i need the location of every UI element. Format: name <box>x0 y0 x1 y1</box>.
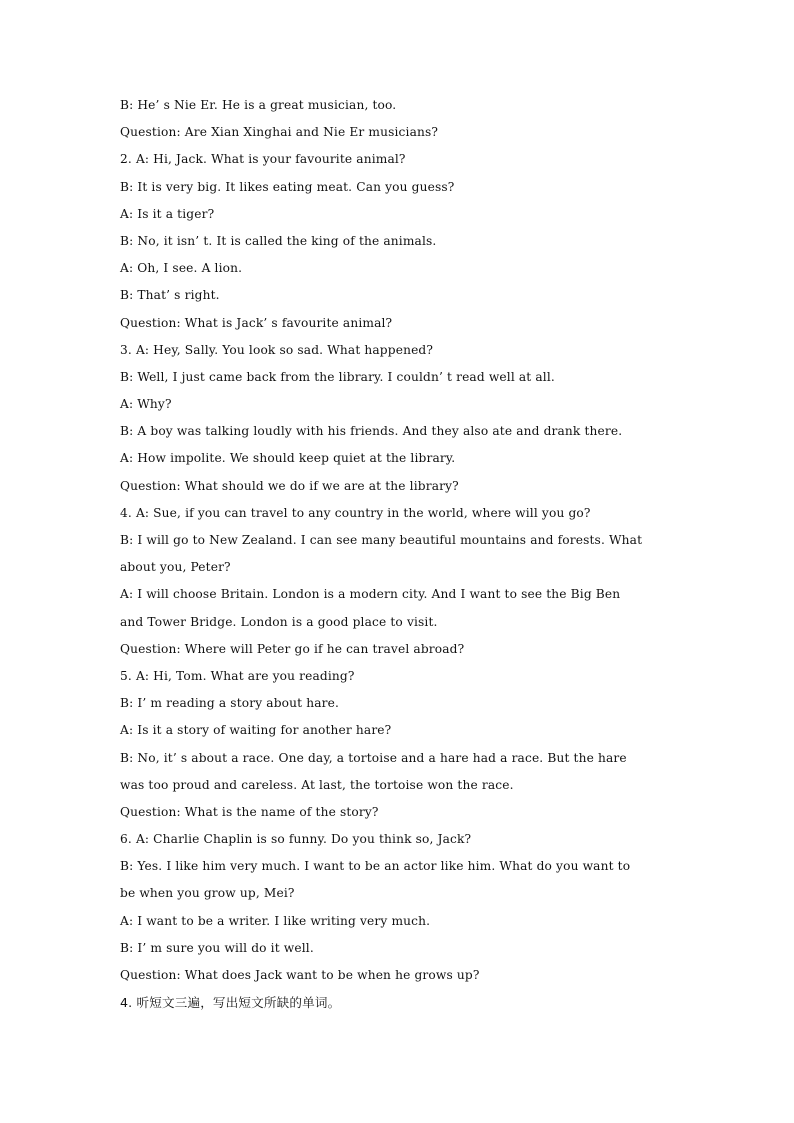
text-line: 3. A: Hey, Sally. You look so sad. What happened? <box>120 342 434 357</box>
text-line: A: How impolite. We should keep quiet at the library. <box>120 451 456 466</box>
text-line: B: No, it isn’ t. It is called the king of the animals. <box>120 233 437 248</box>
question-line: Question: Where will Peter go if he can travel abroad? <box>120 641 465 656</box>
text-line: 2. A: Hi, Jack. What is your favourite animal? <box>120 152 406 167</box>
text-line: 4. A: Sue, if you can travel to any country in the world, where will you go? <box>120 505 591 520</box>
question-line: Question: What does Jack want to be when he grows up? <box>120 968 480 982</box>
question-line: Question: What should we do if we are at the library? <box>120 478 459 493</box>
text-line: B: Yes. I like him very much. I want to be an actor like him. What do you want to <box>120 859 631 874</box>
question-line: Question: Are Xian Xinghai and Nie Er musicians? <box>120 125 439 140</box>
text-line: A: Why? <box>120 397 172 412</box>
text-line: 6. A: Charlie Chaplin is so funny. Do you think so, Jack? <box>120 832 472 847</box>
text-line: B: No, it’ s about a race. One day, a tortoise and a hare had a race. But the hare <box>120 750 627 765</box>
text-line: B: Well, I just came back from the library. I couldn’ t read well at all. <box>120 369 555 384</box>
document-page <box>120 92 686 1016</box>
text-line: A: Is it a tiger? <box>120 206 215 221</box>
question-line: Question: What is the name of the story? <box>120 804 379 819</box>
text-line: B: He’ s Nie Er. He is a great musician, too. <box>120 98 397 112</box>
text-line: B: I will go to New Zealand. I can see many beautiful mountains and forests. What <box>120 533 643 547</box>
text-line: B: I’ m reading a story about hare. <box>120 696 339 711</box>
text-line: B: It is very big. It likes eating meat. Can you guess? <box>120 179 455 194</box>
text-line: about you, Peter? <box>120 560 231 575</box>
text-line: A: Is it a story of waiting for another hare? <box>120 723 392 738</box>
text-line: be when you grow up, Mei? <box>120 886 295 901</box>
text-line: B: A boy was talking loudly with his friends. And they also ate and drank there. <box>120 424 623 439</box>
text-line: B: I’ m sure you will do it well. <box>120 940 314 955</box>
text-line: B: That’ s right. <box>120 288 220 303</box>
text-line: A: Oh, I see. A lion. <box>120 261 243 276</box>
text-line: A: I will choose Britain. London is a modern city. And I want to see the Big Ben <box>120 587 621 602</box>
question-line: Question: What is Jack’ s favourite animal? <box>120 315 393 330</box>
text-line: A: I want to be a writer. I like writing very much. <box>120 913 431 928</box>
text-line: 5. A: Hi, Tom. What are you reading? <box>120 668 355 683</box>
text-line: was too proud and careless. At last, the tortoise won the race. <box>120 777 514 792</box>
text-line: and Tower Bridge. London is a good place to visit. <box>120 614 438 629</box>
section-heading: 4. 听短文三遍，写出短文所缺的单词。 <box>120 995 341 1011</box>
